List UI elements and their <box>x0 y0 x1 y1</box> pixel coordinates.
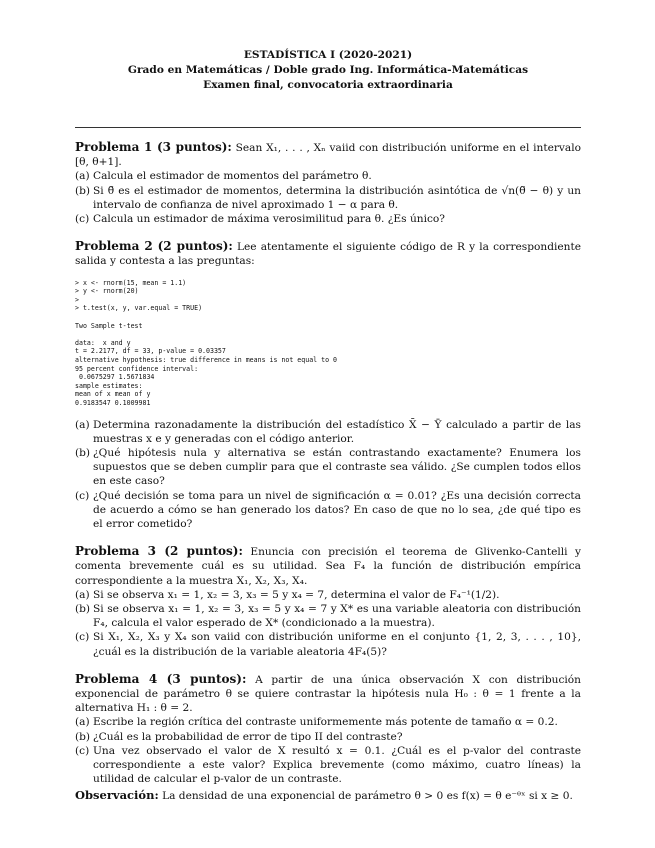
problem-3-item-c: (c) Si X₁, X₂, X₃ y X₄ son vaiid con distribución uniforme en el conjunto {1, 2, 3, . . . , 10}, ¿cuál es la distribución de la variable aleatoria 4F₄(5)? <box>75 631 581 658</box>
header-course: ESTADÍSTICA I (2020-2021) <box>243 49 413 61</box>
header-exam: Examen final, convocatoria extraordinaria <box>203 79 453 91</box>
problem-1 <box>75 140 581 226</box>
problem-2-intro: Lee atentamente el siguiente código de R y la correspondiente salida y contesta a las preguntas: <box>75 241 581 268</box>
problem-1-item-a: (a) Calcula el estimador de momentos del parámetro θ. <box>75 170 372 183</box>
problem-2-item-a: (a) Determina razonadamente la distribución del estadístico X̄ − Ȳ calculado a partir de las muestras x e y generadas con el código anterior. <box>75 418 581 445</box>
observation-text: La densidad de una exponencial de parámetro θ > 0 es f(x) = θ e⁻ᶿˣ si x ≥ 0. <box>162 790 573 803</box>
exam-page <box>75 48 581 804</box>
header-degree: Grado en Matemáticas / Doble grado Ing. Informática-Matemáticas <box>127 64 529 76</box>
problem-2-item-b: (b) ¿Qué hipótesis nula y alternativa se están contrastando exactamente? Enumera los supuestos que se deben cumplir para que el contraste sea válido. ¿Se cumplen todos ellos en este caso? <box>75 446 581 488</box>
observation-note <box>75 788 581 803</box>
observation-label: Observación: <box>75 788 159 803</box>
header-divider <box>75 127 581 128</box>
r-code-output: > x <- rnorm(15, mean = 1.1) > y <- rnorm(20) > > t.test(x, y, var.equal = TRUE) Two Sample t-test data: x and y t = 2.2177, df = 33, p-value = 0.03357 alternative hypothesis: true difference in means is not equal to 0 95 percent confidence interval: 0.0675297 1.5671834 sample estimates: mean of x mean of y 0.9183547 0.1009981 <box>75 278 338 407</box>
problem-3-title: Problema 3 (2 puntos): <box>75 544 243 559</box>
problem-3 <box>75 544 581 659</box>
problem-4-item-c: (c) Una vez observado el valor de X resultó x = 0.1. ¿Cuál es el p-valor del contraste correspondiente a este valor? Explica brevemente (como máximo, cuatro líneas) la utilidad de calcular el p-valor de un contraste. <box>75 744 581 786</box>
problem-3-item-b: (b) Si se observa x₁ = 1, x₂ = 3, x₃ = 5 y x₄ = 7 y X* es una variable aleatoria con distribución F₄, calcula el valor esperado de X* (condicionado a la muestra). <box>75 602 581 630</box>
problem-2-item-c: (c) ¿Qué decisión se toma para un nivel de significación α = 0.01? ¿Es una decisión correcta de acuerdo a cómo se han generado los datos? En caso de que no lo sea, ¿de qué tipo es el error cometido? <box>75 489 581 530</box>
problem-1-title: Problema 1 (3 puntos): <box>75 140 232 154</box>
exam-header <box>75 48 581 93</box>
problem-2 <box>75 239 581 531</box>
problem-4-title: Problema 4 (3 puntos): <box>75 671 247 686</box>
problem-1-item-c: (c) Calcula un estimador de máxima verosimilitud para θ. ¿Es único? <box>75 213 445 226</box>
problem-4-item-b: (b) ¿Cuál es la probabilidad de error de tipo II del contraste? <box>75 730 403 743</box>
problem-3-item-a: (a) Si se observa x₁ = 1, x₂ = 3, x₃ = 5 y x₄ = 7, determina el valor de F₄⁻¹(1/2). <box>75 588 500 601</box>
problem-3-intro: Enuncia con precisión el teorema de Glivenko-Cantelli y comenta brevemente cuál es su utilidad. Sea F₄ la función de distribución empírica correspondiente a la muestra X₁, X₂, X₃, X₄. <box>75 546 581 587</box>
problem-1-intro: Sean X₁, . . . , Xₙ vaiid con distribución uniforme en el intervalo [θ, θ+1]. <box>75 142 581 169</box>
problem-2-title: Problema 2 (2 puntos): <box>75 239 233 254</box>
problem-1-item-b: (b) Si θ̃ es el estimador de momentos, determina la distribución asintótica de √n(θ̃ − θ) y un intervalo de confianza de nivel aproximado 1 − α para θ. <box>75 184 581 211</box>
problem-4-item-a: (a) Escribe la región crítica del contraste uniformemente más potente de tamaño α = 0.2. <box>75 716 558 729</box>
problem-4-intro: A partir de una única observación X con distribución exponencial de parámetro θ se quiere contrastar la hipótesis nula H₀ : θ = 1 frente a la alternativa H₁ : θ = 2. <box>75 673 581 715</box>
problem-4 <box>75 672 581 804</box>
